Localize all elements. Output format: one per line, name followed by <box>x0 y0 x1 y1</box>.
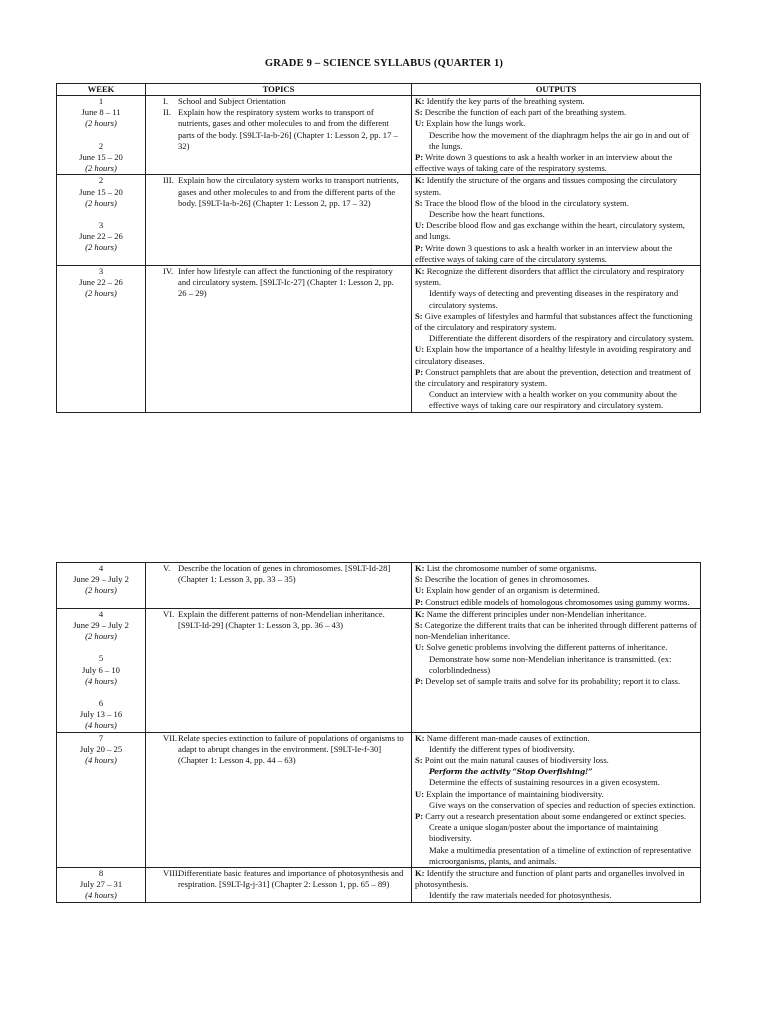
output-item <box>415 868 697 890</box>
topics-header: TOPICS <box>146 84 412 96</box>
week-cell <box>57 96 146 175</box>
table-row <box>57 732 701 867</box>
topic-numeral: I. <box>163 96 169 106</box>
output-item <box>415 676 697 687</box>
output-text: Perform the activity “Stop Overfishing!” <box>429 767 593 777</box>
output-label: P: <box>415 676 424 687</box>
output-text: Conduct an interview with a health worker on you community about the effective ways of taking care our respiratory and circulatory system. <box>429 389 677 411</box>
week-hours: (2 hours) <box>85 631 117 642</box>
week-dates: June 22 – 26 <box>79 277 123 288</box>
week-entry <box>60 868 142 902</box>
topic-numeral: V. <box>163 563 171 573</box>
output-label: K: <box>415 96 425 106</box>
output-text: Identify the structure of the organs and tissues composing the circulatory system. <box>415 175 678 197</box>
output-item <box>415 311 697 333</box>
week-dates: July 6 – 10 <box>82 664 120 675</box>
week-number: 2 <box>98 140 104 151</box>
week-cell <box>57 732 146 867</box>
output-item <box>415 777 697 788</box>
output-item <box>415 744 697 755</box>
week-dates: June 22 – 26 <box>79 231 123 242</box>
topic-item <box>149 609 408 631</box>
output-text: Write down 3 questions to ask a health worker in an interview about the effective ways of taking care of the circulatory systems. <box>415 242 673 264</box>
output-label: K: <box>415 563 425 573</box>
output-text: Differentiate the different disorders of the respiratory and circulatory system. <box>429 333 695 344</box>
output-text: Demonstrate how some non-Mendelian inheritance is transmitted. (ex: colorblindedness) <box>429 653 672 675</box>
output-text: Identify the raw materials needed for photosynthesis. <box>429 890 612 901</box>
output-text: Explain how the lungs work. <box>424 118 526 129</box>
week-entry <box>60 175 142 209</box>
week-hours: (4 hours) <box>85 890 117 901</box>
topic-text: Explain how the circulatory system works to transport nutrients, gases and other molecules to and from the different parts of the body. [S9LT-Ia-b-26] (Chapter 1: Lesson 2, pp. 17 – 32) <box>178 175 399 208</box>
topic-text: School and Subject Orientation <box>178 96 286 106</box>
outputs-cell <box>412 868 701 903</box>
output-label: S: <box>415 755 423 766</box>
output-text: Categorize the different traits that can be inherited through different patterns of non-Mendelian inheritance. <box>415 620 697 642</box>
output-label: U: <box>415 585 425 596</box>
week-entry <box>60 653 142 687</box>
week-entry <box>60 609 142 643</box>
table-row <box>57 563 701 609</box>
week-hours: (2 hours) <box>85 163 117 174</box>
output-text: Explain how the importance of a healthy lifestyle in avoiding respiratory and circulatory diseases. <box>415 344 691 366</box>
topic-item <box>149 107 408 152</box>
output-item <box>415 220 697 242</box>
outputs-header: OUTPUTS <box>412 84 701 96</box>
output-item <box>415 822 697 844</box>
output-item <box>415 198 697 209</box>
syllabus-table-2 <box>56 562 701 903</box>
topic-item <box>149 563 408 585</box>
week-hours: (2 hours) <box>85 585 117 596</box>
output-label: S: <box>415 310 423 321</box>
output-text: Describe the location of genes in chromosomes. <box>422 574 590 585</box>
topic-item <box>149 175 408 209</box>
output-item <box>415 620 697 642</box>
output-item <box>415 333 697 344</box>
outputs-cell <box>412 732 701 867</box>
output-label: U: <box>415 344 425 355</box>
topic-text: Explain the different patterns of non-Mendelian inheritance. [S9LT-Id-29] (Chapter 1: Lesson 3, pp. 36 – 43) <box>178 608 385 631</box>
page-title: GRADE 9 – SCIENCE SYLLABUS (QUARTER 1) <box>264 58 504 69</box>
week-hours: (2 hours) <box>85 118 117 129</box>
output-label: S: <box>415 107 423 118</box>
output-item <box>415 175 697 197</box>
output-label: P: <box>415 152 424 163</box>
output-text: Identify the different types of biodiversity. <box>429 743 575 754</box>
week-hours: (4 hours) <box>85 755 117 766</box>
output-item <box>415 642 697 653</box>
output-item <box>415 789 697 800</box>
output-label: S: <box>415 620 423 631</box>
week-cell <box>57 608 146 732</box>
output-text: Identify ways of detecting and preventing diseases in the respiratory and circulatory systems. <box>429 288 679 310</box>
output-text: Describe how the heart functions. <box>429 209 545 220</box>
week-hours: (4 hours) <box>85 675 117 686</box>
topic-numeral: VIII. <box>163 868 180 879</box>
week-dates: June 29 – July 2 <box>73 574 129 585</box>
week-number: 8 <box>98 868 104 879</box>
topic-item <box>149 733 408 767</box>
topic-text: Explain how the respiratory system works to transport of nutrients, gases and other molecules to and from the different parts of the body. [S9LT-Ia-b-26] (Chapter 1: Lesson 2, pp. 17 – 32) <box>178 107 398 151</box>
week-hours: (2 hours) <box>85 242 117 253</box>
syllabus-table-1 <box>56 83 701 413</box>
topic-numeral: IV. <box>163 266 174 277</box>
output-item <box>415 209 697 220</box>
output-item <box>415 890 697 901</box>
week-entry <box>60 563 142 597</box>
week-entry <box>60 733 142 767</box>
topic-item <box>149 96 408 107</box>
output-item <box>415 800 697 811</box>
week-dates: July 13 – 16 <box>79 709 123 720</box>
output-text: Carry out a research presentation about some endangered or extinct species. <box>423 811 687 822</box>
week-dates: June 8 – 11 <box>81 107 121 118</box>
output-label: S: <box>415 574 423 585</box>
output-text: Describe the function of each part of the breathing system. <box>422 107 627 118</box>
week-number: 6 <box>98 698 104 709</box>
topic-numeral: VI. <box>163 608 175 619</box>
topic-text: Relate species extinction to failure of populations of organisms to adapt to abrupt changes in the environment. [S9LT-Ie-f-30] (Chapter 1: Lesson 4, pp. 44 – 63) <box>178 732 404 766</box>
output-label: K: <box>415 266 425 277</box>
output-item <box>415 811 697 822</box>
week-entry <box>60 96 142 130</box>
topics-cell <box>146 96 412 175</box>
output-item <box>415 766 697 777</box>
week-dates: June 15 – 20 <box>79 186 123 197</box>
output-text: Recognize the different disorders that afflict the circulatory and respiratory system. <box>415 266 685 288</box>
output-text: Develop set of sample traits and solve for its probability; report it to class. <box>423 676 681 687</box>
table-row <box>57 266 701 413</box>
output-text: Describe how the movement of the diaphragm helps the air go in and out of the lungs. <box>429 129 690 151</box>
topic-text: Describe the location of genes in chromosomes. [S9LT-Id-28] (Chapter 1: Lesson 3, pp. 33 – 35) <box>178 563 391 585</box>
week-hours: (2 hours) <box>85 197 117 208</box>
output-item <box>415 654 697 676</box>
output-item <box>415 152 697 174</box>
output-text: Construct pamphlets that are about the prevention, detection and treatment of the circulatory and respiratory system. <box>415 366 691 389</box>
output-item <box>415 266 697 288</box>
topics-cell <box>146 732 412 867</box>
topics-cell <box>146 266 412 413</box>
week-number: 4 <box>98 608 104 619</box>
week-entry <box>60 698 142 732</box>
output-text: Make a multimedia presentation of a timeline of extinction of representative microorganisms, plants, and animals. <box>429 844 692 866</box>
output-item <box>415 609 697 620</box>
output-text: Explain the importance of maintaining biodiversity. <box>424 788 604 799</box>
output-text: Point out the main natural causes of biodiversity loss. <box>422 755 609 766</box>
topics-cell <box>146 563 412 609</box>
output-label: K: <box>415 175 425 186</box>
output-text: Give examples of lifestyles and harmful that substances affect the functioning of the circulatory and respiratory system. <box>415 310 693 333</box>
outputs-cell <box>412 266 701 413</box>
topics-cell <box>146 175 412 266</box>
output-text: Identify the structure and function of plant parts and organelles involved in photosynthesis. <box>415 868 685 890</box>
outputs-cell <box>412 608 701 732</box>
week-dates: July 20 – 25 <box>79 743 123 754</box>
week-entry <box>60 141 142 175</box>
topic-numeral: II. <box>163 107 171 118</box>
output-item <box>415 118 697 129</box>
output-item <box>415 344 697 366</box>
output-label: K: <box>415 608 425 619</box>
output-item <box>415 563 697 574</box>
topics-cell <box>146 608 412 732</box>
output-item <box>415 755 697 766</box>
week-header: WEEK <box>57 84 146 96</box>
week-hours: (2 hours) <box>85 288 117 299</box>
week-number: 3 <box>98 220 104 231</box>
table-row <box>57 608 701 732</box>
topic-text: Differentiate basic features and importance of photosynthesis and respiration. [S9LT-Ig-j-31] (Chapter 2: Lesson 1, pp. 65 – 89) <box>178 868 404 890</box>
output-label: P: <box>415 811 424 822</box>
week-number: 5 <box>98 653 104 664</box>
output-text: Trace the blood flow of the blood in the circulatory system. <box>422 197 629 208</box>
week-cell <box>57 563 146 609</box>
table-row <box>57 96 701 175</box>
output-text: Name different man-made causes of extinction. <box>424 732 590 743</box>
topic-numeral: VII. <box>163 732 178 743</box>
output-text: Describe blood flow and gas exchange within the heart, circulatory system, and lungs. <box>415 220 685 242</box>
output-text: Give ways on the conservation of species and reduction of species extinction. <box>429 799 696 810</box>
output-item <box>415 243 697 265</box>
output-label: P: <box>415 596 424 607</box>
topic-text: Infer how lifestyle can affect the functioning of the respiratory and circulatory system. [S9LT-Ic-27] (Chapter 1: Lesson 2, pp. 26 – 29) <box>178 266 394 299</box>
output-text: Create a unique slogan/poster about the importance of maintaining biodiversity. <box>429 822 659 844</box>
topic-numeral: III. <box>163 175 174 186</box>
output-label: U: <box>415 788 425 799</box>
output-label: P: <box>415 242 424 253</box>
topic-item <box>149 266 408 300</box>
output-text: Explain how gender of an organism is determined. <box>424 585 600 596</box>
table-row <box>57 175 701 266</box>
outputs-cell <box>412 96 701 175</box>
output-item <box>415 845 697 867</box>
week-number: 1 <box>98 96 104 106</box>
output-label: P: <box>415 366 424 377</box>
topics-cell <box>146 868 412 903</box>
output-text: Identify the key parts of the breathing system. <box>424 96 585 106</box>
output-label: U: <box>415 118 425 129</box>
week-number: 3 <box>98 266 104 277</box>
output-text: Solve genetic problems involving the different patterns of inheritance. <box>424 642 668 653</box>
output-item <box>415 96 697 107</box>
topic-item <box>149 868 408 890</box>
output-label: U: <box>415 642 425 653</box>
table-header-row <box>57 84 701 96</box>
output-label: U: <box>415 220 425 231</box>
week-cell <box>57 266 146 413</box>
week-hours: (4 hours) <box>85 720 117 731</box>
output-label: K: <box>415 732 425 743</box>
week-cell <box>57 868 146 903</box>
output-label: S: <box>415 197 423 208</box>
output-item <box>415 597 697 608</box>
output-text: Write down 3 questions to ask a health worker in an interview about the effective ways of taking care of the respiratory systems. <box>415 152 673 174</box>
output-item <box>415 585 697 596</box>
output-item <box>415 288 697 310</box>
outputs-cell <box>412 175 701 266</box>
week-dates: July 27 – 31 <box>79 879 123 890</box>
output-item <box>415 389 697 411</box>
output-label: K: <box>415 868 425 879</box>
output-item <box>415 367 697 389</box>
output-item <box>415 130 697 152</box>
week-entry <box>60 266 142 300</box>
outputs-cell <box>412 563 701 609</box>
week-dates: June 15 – 20 <box>79 151 123 162</box>
output-item <box>415 574 697 585</box>
output-text: Construct edible models of homologous chromosomes using gummy worms. <box>423 596 690 607</box>
output-text: Name the different principles under non-Mendelian inheritance. <box>424 608 647 619</box>
week-number: 2 <box>98 175 104 186</box>
output-text: List the chromosome number of some organisms. <box>424 563 597 573</box>
week-entry <box>60 220 142 254</box>
week-number: 7 <box>98 732 104 743</box>
week-cell <box>57 175 146 266</box>
output-text: Determine the effects of sustaining resources in a given ecosystem. <box>429 777 660 788</box>
week-number: 4 <box>98 563 104 573</box>
output-item <box>415 733 697 744</box>
output-item <box>415 107 697 118</box>
table-row <box>57 868 701 903</box>
week-dates: June 29 – July 2 <box>73 620 129 631</box>
